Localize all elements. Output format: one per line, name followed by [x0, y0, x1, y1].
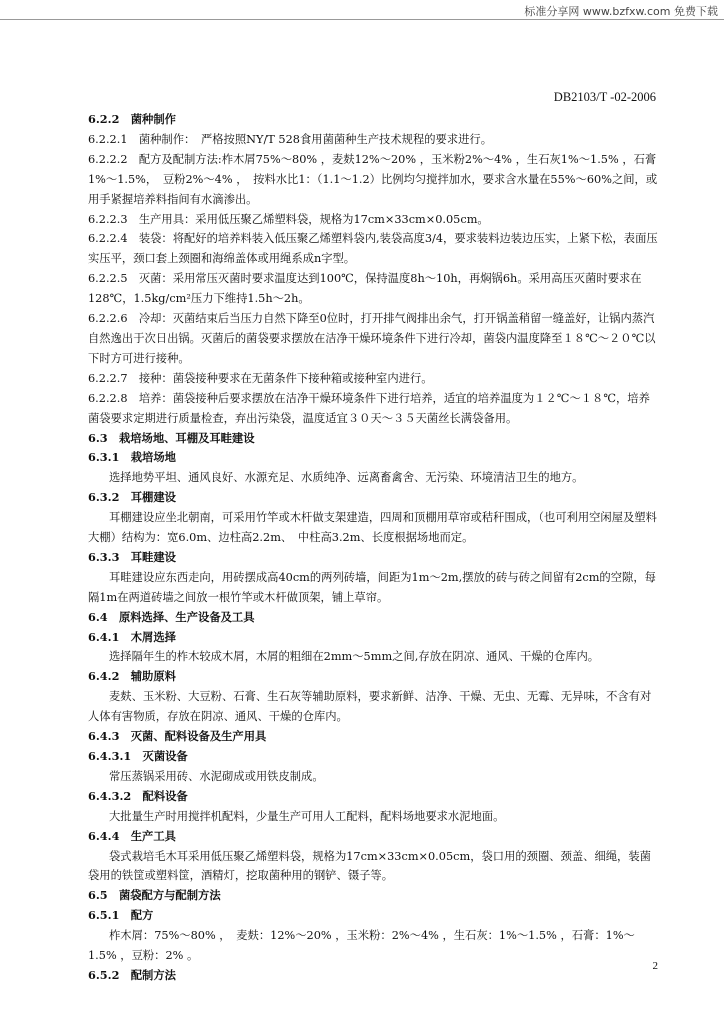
section-heading: 6.5 菌袋配方与配制方法 [88, 888, 221, 903]
body-paragraph: 耳畦建设应东西走向，用砖摆成高40cm的两列砖墙，间距为1m～2m,摆放的砖与砖之间留有2cm的空隙，每隔1m在两道砖墙之间放一根竹竿或木杆做顶架，铺上草帘。 [88, 570, 656, 604]
section-heading: 6.3.1 栽培场地 [88, 450, 176, 465]
body-paragraph: 袋式栽培毛木耳采用低压聚乙烯塑料袋，规格为17cm×33cm×0.05cm，袋口用的颈圈、颈盖、细绳，装菌袋用的铁筐或塑料筐，酒精灯，挖取菌种用的钢铲、镊子等。 [88, 849, 651, 883]
body-paragraph: 6.2.2.3 生产用具：采用低压聚乙烯塑料袋，规格为17cm×33cm×0.05cm。 [88, 212, 489, 226]
section-heading: 6.3.2 耳棚建设 [88, 490, 176, 505]
section-heading: 6.4.3.1 灭菌设备 [88, 749, 188, 763]
body-paragraph: 6.2.2.4 装袋：将配好的培养料装入低压聚乙烯塑料袋内,装袋高度3/4，要求装料边装边压实，上紧下松，表面压实压平，颈口套上颈圈和海绵盖体或用绳系成n字型。 [88, 232, 658, 266]
body-paragraph: 6.2.2.8 培养：菌袋接种后要求摆放在洁净干燥环境条件下进行培养，适宜的培养温度为１２℃～１８℃，培养菌袋要求定期进行质量检查，弃出污染袋，温度适宜３０天～３５天菌丝长满袋备用。 [88, 391, 650, 425]
body-paragraph: 选择地势平坦、通风良好、水源充足、水质纯净、远离畜禽舍、无污染、环境清洁卫生的地方。 [109, 471, 584, 485]
section-heading: 6.4.3 灭菌、配料设备及生产用具 [88, 729, 267, 744]
section-heading: 6.4.1 木屑选择 [88, 629, 176, 644]
section-heading: 6.3.3 耳畦建设 [88, 549, 176, 564]
section-heading: 6.4 原料选择、生产设备及工具 [88, 609, 255, 624]
body-paragraph: 6.2.2.2 配方及配制方法:柞木屑75%～80% ，麦麸12%～20% ，玉米粉2%～4% ，生石灰1%～1.5% ，石膏1%～1.5%， 豆粉2%～4% ， 按料水比1：（1.1～1.2）比例均匀搅拌加水，要求含水量在55%～60%之间，或用手紧握培养料指间有水滴渗出。 [88, 152, 658, 206]
section-heading: 6.4.4 生产工具 [88, 828, 176, 843]
body-paragraph: 耳棚建设应坐北朝南，可采用竹竿或木杆做支架建造，四周和顶棚用草帘或秸秆围成，（也可利用空闲屋及塑料大棚）结构为：宽6.0m、边柱高2.2m、 中柱高3.2m、长度根据场地而定。 [88, 511, 657, 545]
section-heading: 6.2.2 菌种制作 [88, 112, 176, 126]
body-paragraph: 6.2.2.1 菌种制作： 严格按照NY/T 528食用菌菌种生产技术规程的要求进行。 [88, 132, 493, 146]
body-paragraph: 选择隔年生的柞木较成木屑，木屑的粗细在2mm～5mm之间,存放在阴凉、通风、干燥的仓库内。 [109, 650, 600, 664]
section-heading: 6.5.2 配制方法 [88, 967, 176, 982]
document-number: DB2103/T -02-2006 [553, 90, 656, 104]
body-paragraph: 麦麸、玉米粉、大豆粉、石膏、生石灰等辅助原料，要求新鲜、洁净、干燥、无虫、无霉、无异味，不含有对人体有害物质，存放在阴凉、通风、干燥的仓库内。 [88, 690, 652, 724]
body-paragraph: 常压蒸锅采用砖、水泥砌成或用铁皮制成。 [109, 769, 324, 783]
watermark-text: 标准分享网 www.bzfxw.com 免费下载 [524, 5, 718, 18]
section-heading: 6.3 栽培场地、耳棚及耳畦建设 [88, 430, 255, 445]
body-paragraph: 6.2.2.7 接种：菌袋接种要求在无菌条件下接种箱或接种室内进行。 [88, 371, 433, 385]
section-heading: 6.4.2 辅助原料 [88, 669, 176, 684]
section-heading: 6.4.3.2 配料设备 [88, 788, 188, 803]
body-paragraph: 6.2.2.5 灭菌：采用常压灭菌时要求温度达到100℃，保持温度8h～10h，再焖锅6h。采用高压灭菌时要求在128℃，1.5kg/cm²压力下维持1.5h～2h。 [88, 272, 642, 306]
document-body [88, 110, 658, 986]
header-rule [0, 19, 724, 20]
page-number: 2 [652, 960, 658, 972]
body-paragraph: 柞木屑：75%～80% ， 麦麸：12%～20% ，玉米粉：2%～4% ，生石灰：1%～1.5% ，石膏：1%～1.5% ，豆粉：2% 。 [88, 929, 635, 963]
body-paragraph: 大批量生产时用搅拌机配料，少量生产可用人工配料，配料场地要求水泥地面。 [109, 809, 505, 823]
section-heading: 6.5.1 配方 [88, 908, 154, 923]
body-paragraph: 6.2.2.6 冷却：灭菌结束后当压力自然下降至0位时，打开排气阀排出余气，打开锅盖稍留一缝盖好，让锅内蒸汽自然逸出于次日出锅。灭菌后的菌袋要求摆放在洁净干燥环境条件下进行冷却，菌袋内温度降至１８℃～２０℃以下时方可进行接种。 [88, 312, 656, 365]
